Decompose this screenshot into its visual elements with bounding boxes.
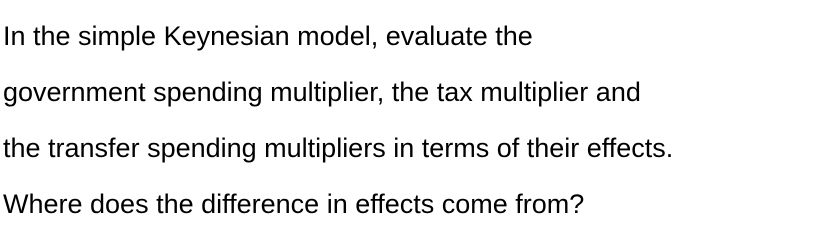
question-line-2: government spending multiplier, the tax multiplier and: [3, 77, 641, 107]
question-line-1: In the simple Keynesian model, evaluate the: [3, 21, 533, 51]
question-line-3: the transfer spending multipliers in terms of their effects.: [3, 133, 674, 163]
question-line-4: Where does the difference in effects come from?: [3, 189, 585, 219]
question-text: [3, 8, 829, 232]
